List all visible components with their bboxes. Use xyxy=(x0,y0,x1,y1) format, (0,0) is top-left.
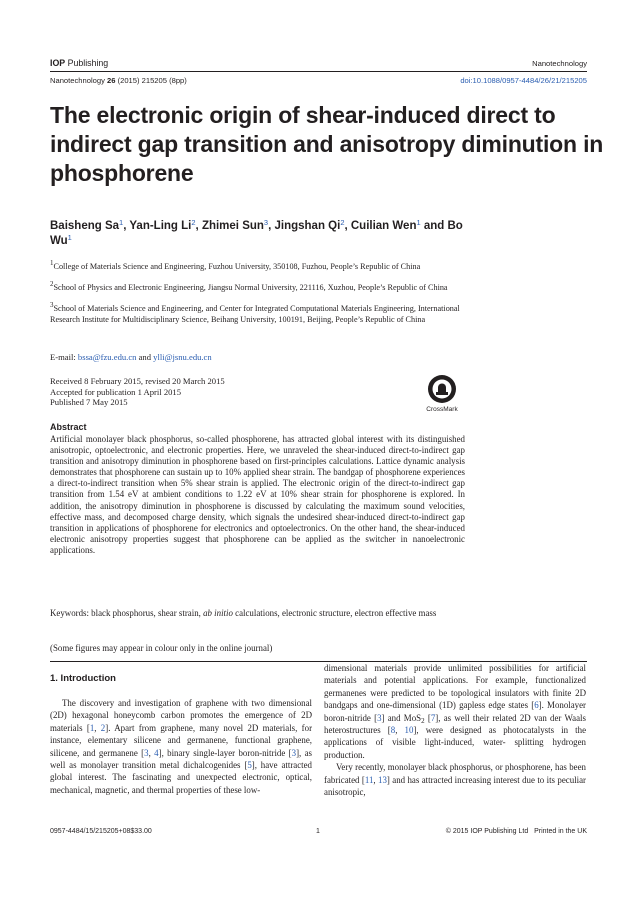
body-text: Very recently, monolayer black phosphorus, or phosphorene, has been fabricated [ xyxy=(324,762,586,785)
colour-note: (Some figures may appear in colour only in the online journal) xyxy=(50,643,273,653)
publisher-logo-bold: IOP xyxy=(50,58,66,68)
body-text: ] and MoS xyxy=(381,712,422,723)
body-text: [ xyxy=(424,712,431,723)
citation-link[interactable]: 7 xyxy=(430,712,436,723)
intro-right-column xyxy=(324,662,586,798)
published-date: Published 7 May 2015 xyxy=(50,397,128,408)
doi-link[interactable]: doi:10.1088/0957-4484/26/21/215205 xyxy=(460,76,587,85)
author-affiliation-ref[interactable]: 2 xyxy=(191,218,196,227)
affiliation xyxy=(50,259,470,273)
publication-dates xyxy=(50,376,225,408)
keywords-text: calculations, electronic structure, electron effective mass xyxy=(232,608,437,618)
citation-link[interactable]: 3 xyxy=(377,712,382,723)
intro-left-column xyxy=(50,697,312,796)
body-text: , xyxy=(94,722,101,733)
crossmark-icon xyxy=(427,374,457,404)
affiliation-number: 1 xyxy=(50,259,54,267)
body-text: ]. Monolayer boron-nitride [ xyxy=(324,700,586,723)
body-text: ]. Apart from graphene, many novel 2D materials, for instance, elementary silicene and germanene, functional graphene, silicene, and germanene [ xyxy=(50,722,313,758)
citation-link[interactable]: 3 xyxy=(291,747,297,758)
paper-title: The electronic origin of shear-induced direct to indirect gap transition and anisotropy diminution in phosphorene xyxy=(50,102,604,186)
citation-link[interactable]: 5 xyxy=(247,760,252,771)
keywords xyxy=(50,608,470,619)
email-link[interactable]: bssa@fzu.edu.cn xyxy=(77,352,137,362)
body-text: dimensional materials provide unlimited possibilities for artificial materials and potential applications. For example, functionalized germanenes were predicted to be topological insulators with finite 2D bandgaps and one-dimensional (1D) gapless edge states [ xyxy=(324,663,586,711)
citation-link[interactable]: 8 xyxy=(390,725,396,736)
accepted-date: Accepted for publication 1 April 2015 xyxy=(50,386,182,397)
citation-link[interactable]: 13 xyxy=(378,774,387,785)
email-line xyxy=(50,352,212,363)
body-text: , xyxy=(373,774,379,785)
subscript: 2 xyxy=(421,716,425,725)
body-text: ], as well as monolayer transition metal dichalcogenides [ xyxy=(50,747,312,771)
journal-name: Nanotechnology xyxy=(532,59,587,68)
author-separator: , xyxy=(123,220,130,232)
body-text: , xyxy=(395,725,405,736)
affiliation xyxy=(50,280,470,294)
email-and: and xyxy=(136,352,154,362)
author-name: Cuilian Wen xyxy=(350,220,417,232)
section-heading: 1. Introduction xyxy=(50,673,116,684)
footer-copyright: © 2015 IOP Publishing Ltd Printed in the UK xyxy=(445,828,587,835)
body-text: ], were designed as photocatalysts in the applications of visible light-induced, water- splitting hydrogen production. xyxy=(324,725,587,760)
author-name: Bo Wu xyxy=(50,220,463,247)
author-separator: , xyxy=(344,220,351,232)
affiliation-number: 3 xyxy=(50,301,54,309)
citation-volume: 26 xyxy=(107,76,116,85)
author-name: Zhimei Sun xyxy=(201,220,264,232)
keywords-text: black phosphorus, shear strain, xyxy=(91,608,204,618)
intro-paragraph xyxy=(324,662,586,761)
email-link[interactable]: ylli@jsnu.edu.cn xyxy=(153,352,212,362)
intro-paragraph xyxy=(324,761,586,798)
citation-link[interactable]: 1 xyxy=(89,722,95,733)
body-text: ], have attracted global interest. The fascinating and unexpected electronic, optical, mechanical, magnetic, and thermal properties of these low- xyxy=(50,760,312,795)
citation-details: (2015) 215205 (8pp) xyxy=(115,76,187,85)
affiliation-text: School of Physics and Electronic Engineering, Jiangsu Normal University, 221116, Xuzhou, People’s Republic of China xyxy=(53,283,448,292)
body-text: ] and has attracted increasing interest due to its peculiar anisotropic, xyxy=(324,774,586,798)
citation-link[interactable]: 2 xyxy=(100,722,106,733)
author-name: Yan-Ling Li xyxy=(129,220,192,232)
intro-paragraph xyxy=(50,697,312,796)
citation-link[interactable]: 3 xyxy=(144,747,149,758)
citation-link[interactable]: 11 xyxy=(364,774,374,785)
crossmark-label: CrossMark xyxy=(426,406,458,413)
page-number: 1 xyxy=(316,828,320,835)
author-affiliation-ref[interactable]: 1 xyxy=(119,218,124,227)
author-affiliation-ref[interactable]: 1 xyxy=(416,218,421,227)
author-name: Jingshan Qi xyxy=(274,220,341,232)
affiliation-text: College of Materials Science and Engineering, Fuzhou University, 350108, Fuzhou, People’s Republic of China xyxy=(53,262,421,271)
author-name: Baisheng Sa xyxy=(50,220,120,232)
citation xyxy=(50,76,187,85)
author-affiliation-ref[interactable]: 2 xyxy=(340,218,345,227)
publisher-logo xyxy=(50,58,108,68)
author-affiliation-ref[interactable]: 3 xyxy=(263,218,269,227)
keywords-italic: ab initio xyxy=(203,608,233,618)
citation-journal: Nanotechnology xyxy=(50,76,107,85)
footer-issn: 0957-4484/15/215205+08$33.00 xyxy=(50,828,152,835)
publisher-logo-text: Publishing xyxy=(65,58,109,68)
author-separator: , xyxy=(268,220,275,232)
body-text: ], as well their related 2D van der Waals heterostructures [ xyxy=(324,712,586,736)
body-text: The discovery and investigation of graphene with two dimensional (2D) hexagonal honeycomb carbon promotes the emergence of 2D materials [ xyxy=(50,698,312,733)
email-label: E-mail: xyxy=(50,352,78,362)
body-text: , xyxy=(148,747,155,758)
affiliation-text: School of Materials Science and Engineering, and Center for Integrated Computational Materials Engineering, International Research Institute for Multidisciplinary Science, Beihang University, 100191, Beijing, People’s Republic of China xyxy=(50,304,460,324)
citation-link[interactable]: 10 xyxy=(404,725,414,736)
header-rule xyxy=(50,71,587,72)
author-affiliation-ref[interactable]: 1 xyxy=(67,233,72,242)
keywords-label: Keywords: xyxy=(50,608,92,618)
abstract-heading: Abstract xyxy=(50,422,87,432)
author-list xyxy=(50,219,470,249)
author-separator: and xyxy=(420,220,448,232)
crossmark-badge[interactable] xyxy=(422,374,462,418)
abstract-text: Artificial monolayer black phosphorus, so-called phosphorene, has attracted global interest with its distinguished anisotropic, optoelectronic, and electronic properties. Here, we unraveled the shear-induced direct-to-indirect gap transition and anisotropy diminution in phosphorene based on first-principles calculations. Lattice dynamic analysis demonstrates that phosphorene can sustain up to 10% applied shear strain. The bandgap of phosphorene experiences a direct-to-indirect transition when 5% shear strain is applied. The electronic origin of the direct-to-indirect gap transition from 1.54 eV at ambient conditions to 1.22 eV at 10% shear strain for phosphorene is explored. In addition, the anisotropy diminution in phosphorene is discussed by calculating the maximum sound velocities, effective mass, and decomposed charge density, which signals the undesired shear-induced direct-to-indirect gap transition in applications of phosphorene for electronics and optoelectronics. On the other hand, the shear-induced electronic anisotropy properties suggest that phosphorene can be applied as the switcher in nanoelectronic applications. xyxy=(50,434,465,555)
received-date: Received 8 February 2015, revised 20 March 2015 xyxy=(50,376,225,386)
body-text: ], binary single-layer boron-nitride [ xyxy=(158,747,292,758)
citation-link[interactable]: 4 xyxy=(154,747,159,758)
affiliation xyxy=(50,301,470,325)
citation-link[interactable]: 6 xyxy=(534,700,539,711)
author-separator: , xyxy=(195,220,202,232)
affiliation-number: 2 xyxy=(50,280,54,288)
